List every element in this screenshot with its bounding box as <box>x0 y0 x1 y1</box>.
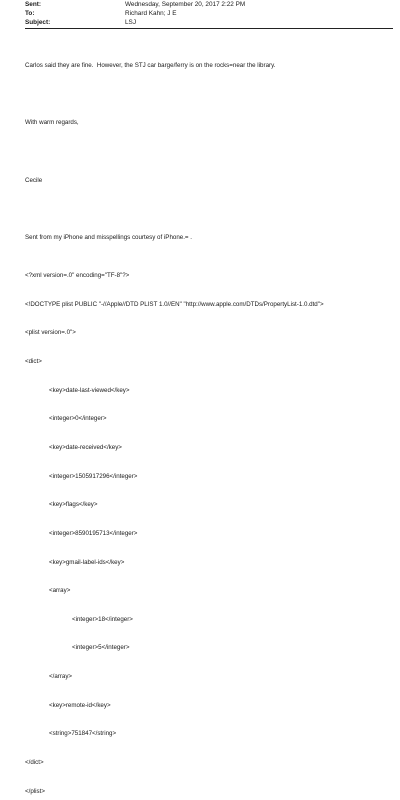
xml-line: <key>date-received</key> <box>49 443 122 451</box>
xml-line: <key>remote-id</key> <box>49 701 111 709</box>
subject-value: LSJ <box>125 19 137 26</box>
header-divider <box>25 28 393 29</box>
sent-row <box>25 0 395 9</box>
xml-line: <key>flags</key> <box>49 501 98 509</box>
xml-line: <string>751847</string> <box>49 730 117 738</box>
paragraph-gap <box>25 204 395 214</box>
xml-line: <array> <box>49 587 71 595</box>
to-row <box>25 9 395 18</box>
xml-line: <!DOCTYPE plist PUBLIC "-//Apple//DTD PLIST 1.0//EN" "http://www.apple.com/DTDs/PropertyList-1.0.dtd"> <box>25 300 324 308</box>
sent-label: Sent: <box>25 1 41 8</box>
xml-line: <dict> <box>25 358 42 366</box>
email-header <box>25 0 395 27</box>
xml-line: <integer>0</integer> <box>49 415 107 423</box>
xml-line: <?xml version=.0" encoding="TF-8"?> <box>25 272 130 280</box>
paragraph-gap <box>25 90 395 100</box>
xml-line: <key>gmail-label-ids</key> <box>49 558 125 566</box>
to-label: To: <box>25 10 35 17</box>
sent-value: Wednesday, September 20, 2017 2:22 PM <box>125 1 246 8</box>
subject-row <box>25 18 395 27</box>
xml-line: </array> <box>49 673 73 681</box>
xml-line: <integer>18</integer> <box>72 615 133 623</box>
xml-line: <plist version=.0"> <box>25 329 76 337</box>
xml-line: <integer>8590195713</integer> <box>49 529 138 537</box>
message-text: Carlos said they are fine. However, the STJ car barge/ferry is on the rocks=near the library. <box>25 62 276 70</box>
to-value: Richard Kahn; J E <box>125 10 177 17</box>
closing-text: With warm regards, <box>25 119 79 127</box>
sent-from-text: Sent from my iPhone and misspellings courtesy of iPhone.= . <box>25 233 192 241</box>
xml-line: <key>date-last-viewed</key> <box>49 386 130 394</box>
xml-line: <integer>5</integer> <box>72 644 130 652</box>
xml-line: <integer>1505917296</integer> <box>49 472 138 480</box>
signature-name: Cecile <box>25 176 43 184</box>
subject-label: Subject: <box>25 19 51 26</box>
xml-line: </dict> <box>25 759 44 767</box>
email-body <box>25 42 395 800</box>
paragraph-gap <box>25 147 395 157</box>
xml-line: </plist> <box>25 787 45 795</box>
